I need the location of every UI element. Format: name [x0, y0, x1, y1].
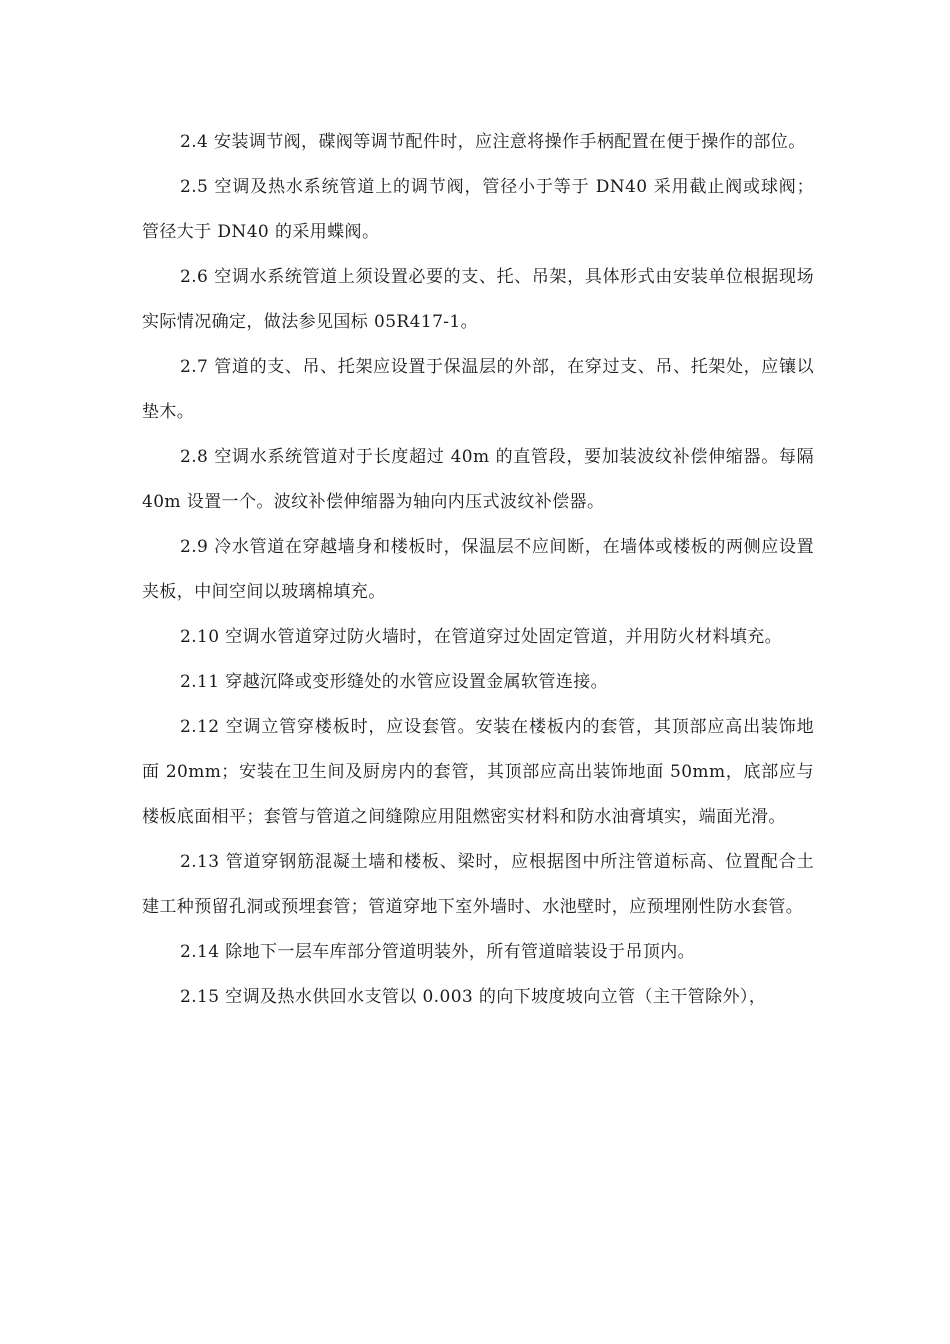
paragraph-2-10: 2.10 空调水管道穿过防火墙时，在管道穿过处固定管道，并用防火材料填充。: [180, 627, 783, 647]
paragraph-2-9: 2.9 冷水管道在穿越墙身和楼板时，保温层不应间断，在墙体或楼板的两侧应设置夹板，中间空间以玻璃棉填充。: [142, 537, 814, 602]
paragraph-2-7: 2.7 管道的支、吊、托架应设置于保温层的外部，在穿过支、吊、托架处，应镶以垫木。: [142, 357, 814, 422]
paragraph-2-8: 2.8 空调水系统管道对于长度超过 40m 的直管段，要加装波纹补偿伸缩器。每隔 40m 设置一个。波纹补偿伸缩器为轴向内压式波纹补偿器。: [142, 447, 814, 512]
paragraph-2-13: 2.13 管道穿钢筋混凝土墙和楼板、梁时，应根据图中所注管道标高、位置配合土建工种预留孔洞或预埋套管；管道穿地下室外墙时、水池壁时，应预埋刚性防水套管。: [142, 852, 814, 917]
paragraph-2-12: 2.12 空调立管穿楼板时，应设套管。安装在楼板内的套管，其顶部应高出装饰地面 20mm；安装在卫生间及厨房内的套管，其顶部应高出装饰地面 50mm，底部应与楼板底面相平；套管与管道之间缝隙应用阻燃密实材料和防水油膏填实，端面光滑。: [142, 717, 814, 827]
document-body: [142, 120, 814, 1020]
paragraph-2-4: 2.4 安装调节阀，碟阀等调节配件时，应注意将操作手柄配置在便于操作的部位。: [180, 132, 806, 152]
paragraph-2-5: 2.5 空调及热水系统管道上的调节阀，管径小于等于 DN40 采用截止阀或球阀；管径大于 DN40 的采用蝶阀。: [142, 177, 814, 242]
paragraph-2-14: 2.14 除地下一层车库部分管道明装外，所有管道暗装设于吊顶内。: [180, 942, 696, 962]
paragraph-2-6: 2.6 空调水系统管道上须设置必要的支、托、吊架，具体形式由安装单位根据现场实际情况确定，做法参见国标 05R417-1。: [142, 267, 814, 332]
paragraph-2-11: 2.11 穿越沉降或变形缝处的水管应设置金属软管连接。: [180, 672, 609, 692]
paragraph-2-15: 2.15 空调及热水供回水支管以 0.003 的向下坡度坡向立管（主干管除外），: [180, 987, 767, 1007]
